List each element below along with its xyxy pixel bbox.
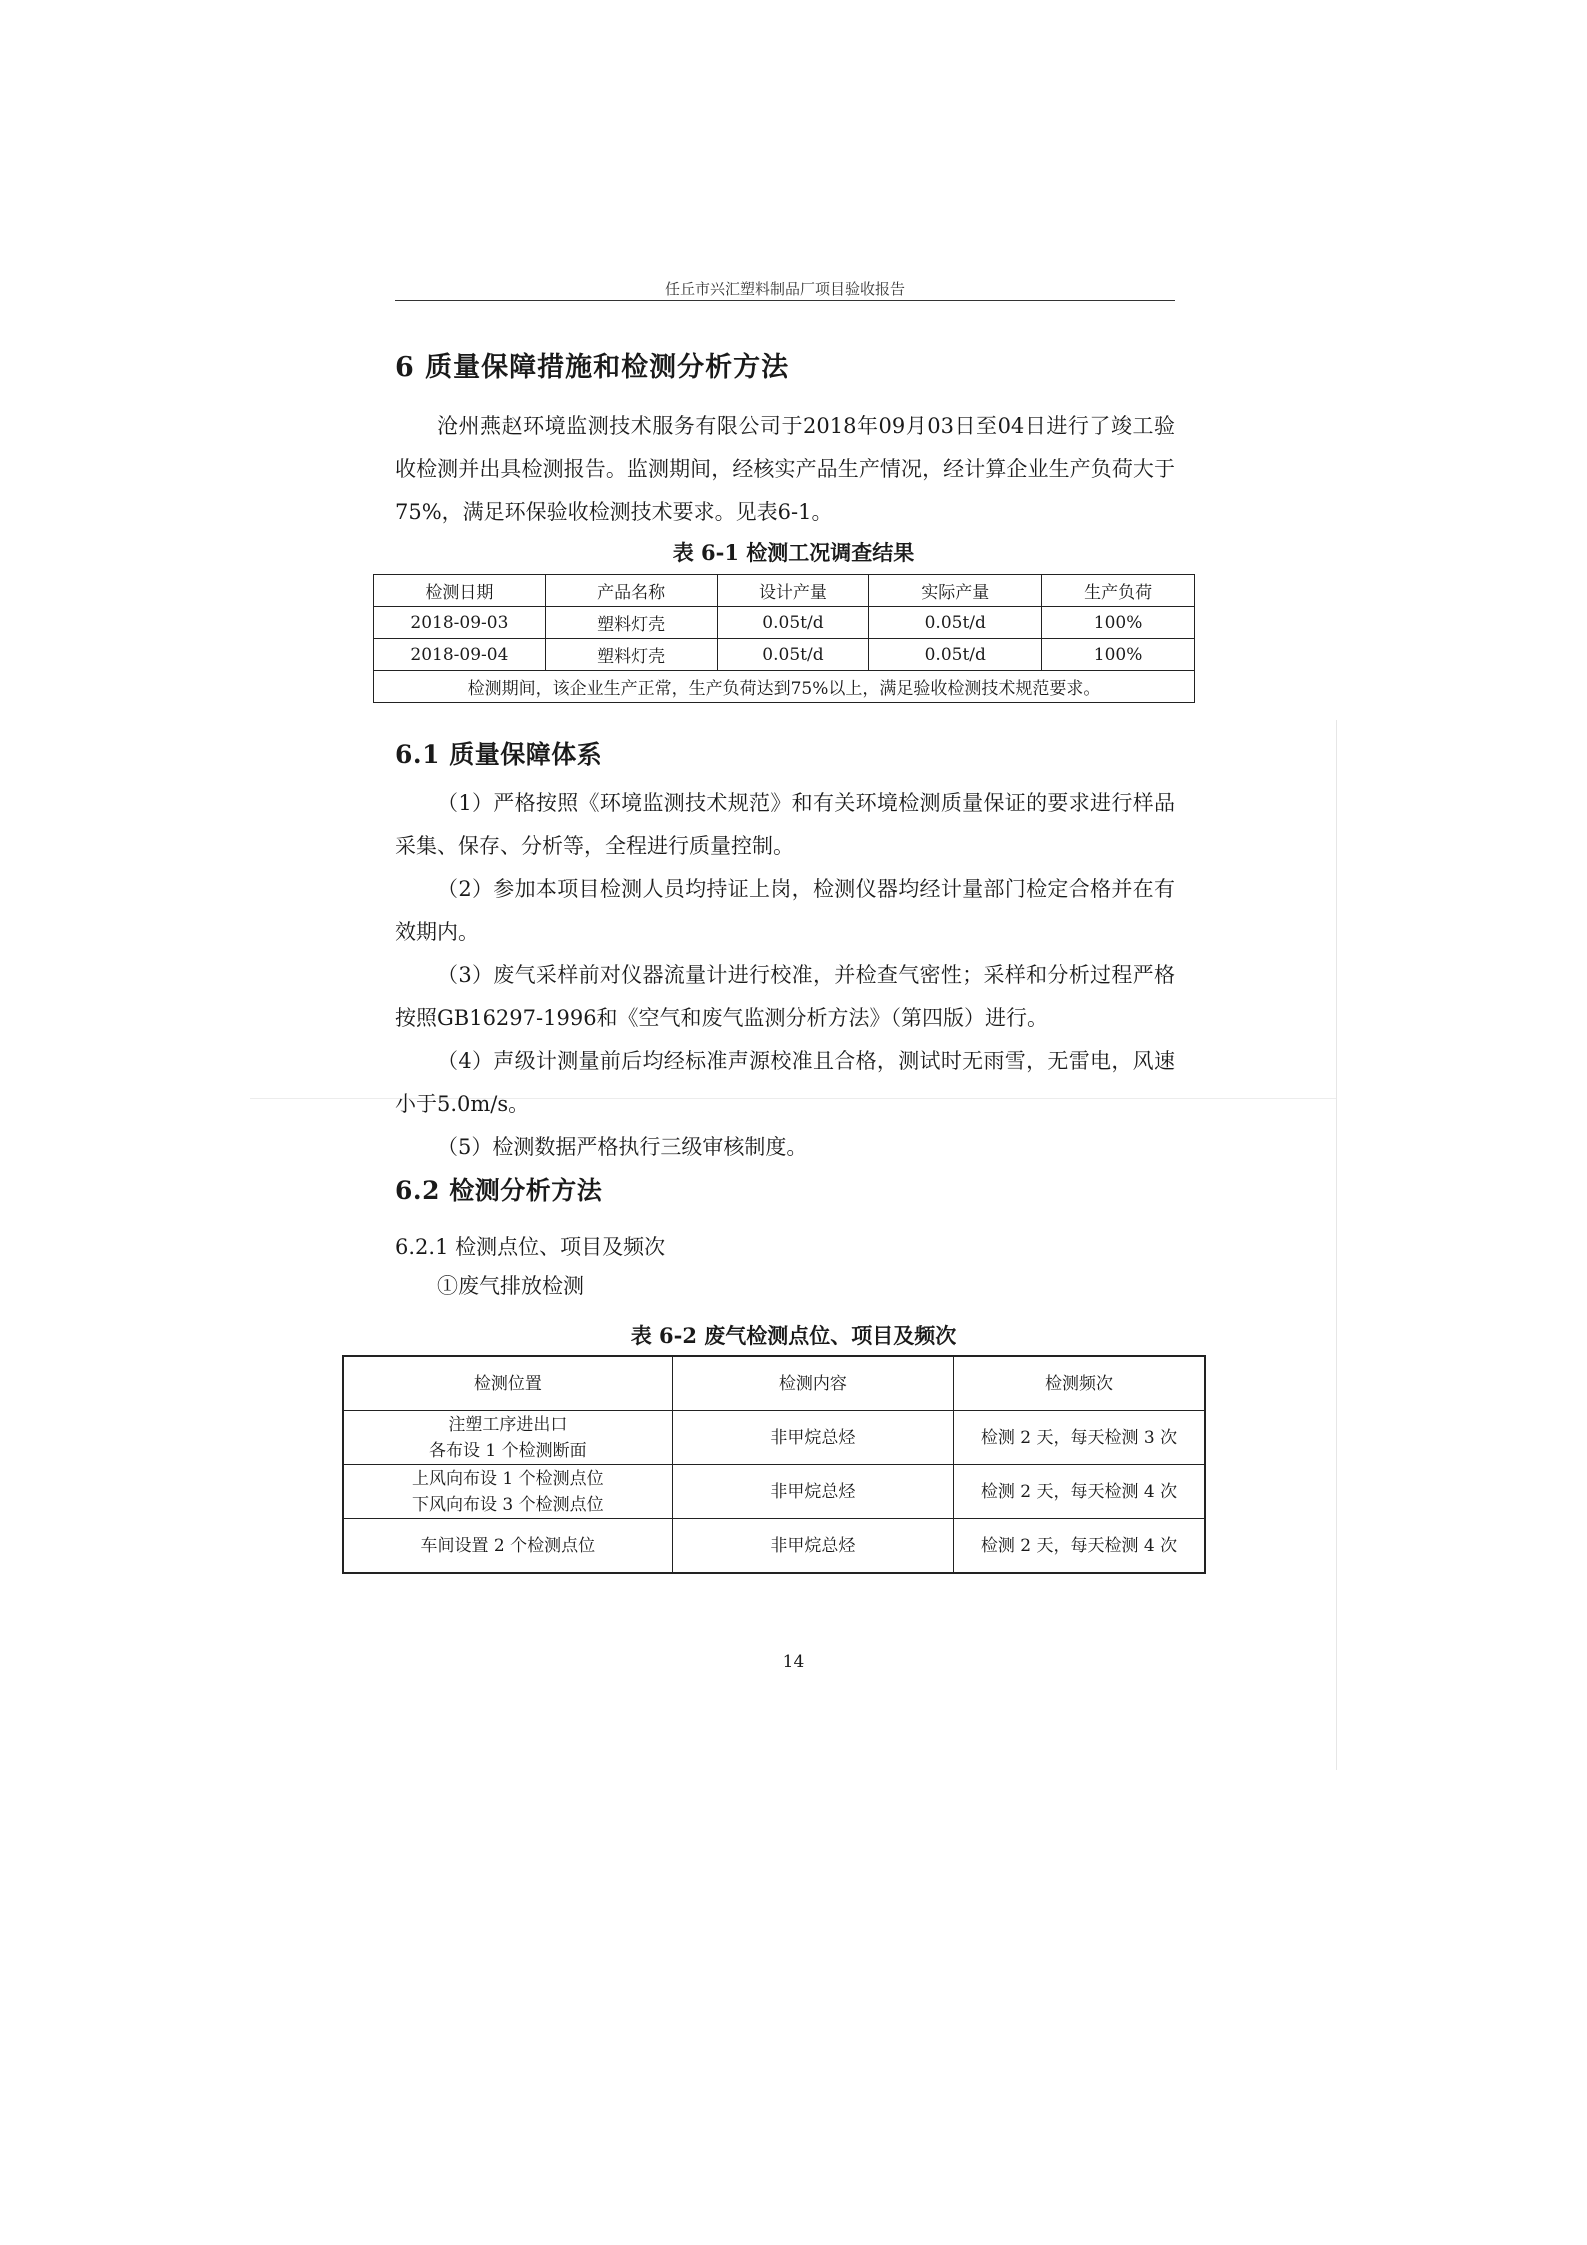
column-header: 产品名称 [545, 575, 717, 607]
quality-item-4: （4）声级计测量前后均经标准声源校准且合格，测试时无雨雪，无雷电，风速小于5.0m/s。 [395, 1049, 1175, 1116]
column-header: 设计产量 [717, 575, 869, 607]
scan-edge-line [1336, 720, 1337, 1770]
section-6-2-heading: 6.2 检测分析方法 [395, 1176, 603, 1205]
cell-design-output: 0.05t/d [717, 607, 869, 639]
table-6-2 [342, 1355, 1206, 1574]
column-header: 检测日期 [374, 575, 546, 607]
cell-design-output: 0.05t/d [717, 639, 869, 671]
quality-item-2: （2）参加本项目检测人员均持证上岗，检测仪器均经计量部门检定合格并在有效期内。 [395, 877, 1175, 944]
quality-item-1: （1）严格按照《环境监测技术规范》和有关环境检测质量保证的要求进行样品采集、保存、分析等，全程进行质量控制。 [395, 791, 1175, 858]
column-header: 检测位置 [343, 1356, 672, 1411]
column-header: 实际产量 [869, 575, 1042, 607]
cell-date: 2018-09-03 [374, 607, 546, 639]
table-row [343, 1519, 1205, 1574]
table-row [374, 639, 1195, 671]
cell-load: 100% [1042, 607, 1195, 639]
column-header: 检测内容 [672, 1356, 953, 1411]
table-header-row [343, 1356, 1205, 1411]
table-6-2-caption: 表 6-2 废气检测点位、项目及频次 [630, 1323, 957, 1348]
section-6-heading: 6 质量保障措施和检测分析方法 [395, 352, 790, 383]
table-6-1-caption: 表 6-1 检测工况调查结果 [672, 540, 915, 565]
table-6-1 [373, 574, 1195, 703]
location-line: 各布设 1 个检测断面 [429, 1440, 587, 1461]
cell-location [343, 1411, 672, 1465]
location-line: 下风向布设 3 个检测点位 [412, 1494, 604, 1515]
cell-frequency: 检测 2 天，每天检测 3 次 [954, 1411, 1205, 1465]
location-line: 注塑工序进出口 [448, 1414, 568, 1435]
cell-actual-output: 0.05t/d [869, 639, 1042, 671]
cell-frequency: 检测 2 天，每天检测 4 次 [954, 1465, 1205, 1519]
subsection-6-2-1-heading: 6.2.1 检测点位、项目及频次 [395, 1235, 666, 1259]
section-6-1-heading: 6.1 质量保障体系 [395, 740, 603, 769]
cell-actual-output: 0.05t/d [869, 607, 1042, 639]
table-note: 检测期间，该企业生产正常，生产负荷达到75%以上，满足验收检测技术规范要求。 [374, 671, 1195, 703]
location-line: 车间设置 2 个检测点位 [420, 1535, 596, 1556]
section-6-intro: 沧州燕赵环境监测技术服务有限公司于2018年09月03日至04日进行了竣工验收检测并出具检测报告。监测期间，经核实产品生产情况，经计算企业生产负荷大于75%，满足环保验收检测技术要求。见表6-1。 [395, 414, 1175, 524]
table-row [343, 1465, 1205, 1519]
cell-content: 非甲烷总烃 [672, 1465, 953, 1519]
cell-product: 塑料灯壳 [545, 607, 717, 639]
column-header: 检测频次 [954, 1356, 1205, 1411]
cell-content: 非甲烷总烃 [672, 1519, 953, 1574]
quality-item-3: （3）废气采样前对仪器流量计进行校准，并检查气密性；采样和分析过程严格按照GB16297-1996和《空气和废气监测分析方法》（第四版）进行。 [395, 963, 1175, 1030]
column-header: 生产负荷 [1042, 575, 1195, 607]
cell-location [343, 1465, 672, 1519]
cell-content: 非甲烷总烃 [672, 1411, 953, 1465]
waste-gas-item-label: ①废气排放检测 [437, 1274, 584, 1298]
table-note-row [374, 671, 1195, 703]
table-row [374, 607, 1195, 639]
cell-frequency: 检测 2 天，每天检测 4 次 [954, 1519, 1205, 1574]
page-number: 14 [782, 1652, 805, 1672]
header-rule [395, 300, 1175, 301]
cell-product: 塑料灯壳 [545, 639, 717, 671]
table-header-row [374, 575, 1195, 607]
location-line: 上风向布设 1 个检测点位 [412, 1468, 604, 1489]
cell-location [343, 1519, 672, 1574]
cell-date: 2018-09-04 [374, 639, 546, 671]
table-row [343, 1411, 1205, 1465]
quality-item-5: （5）检测数据严格执行三级审核制度。 [437, 1135, 808, 1159]
cell-load: 100% [1042, 639, 1195, 671]
running-header: 任丘市兴汇塑料制品厂项目验收报告 [664, 280, 905, 298]
